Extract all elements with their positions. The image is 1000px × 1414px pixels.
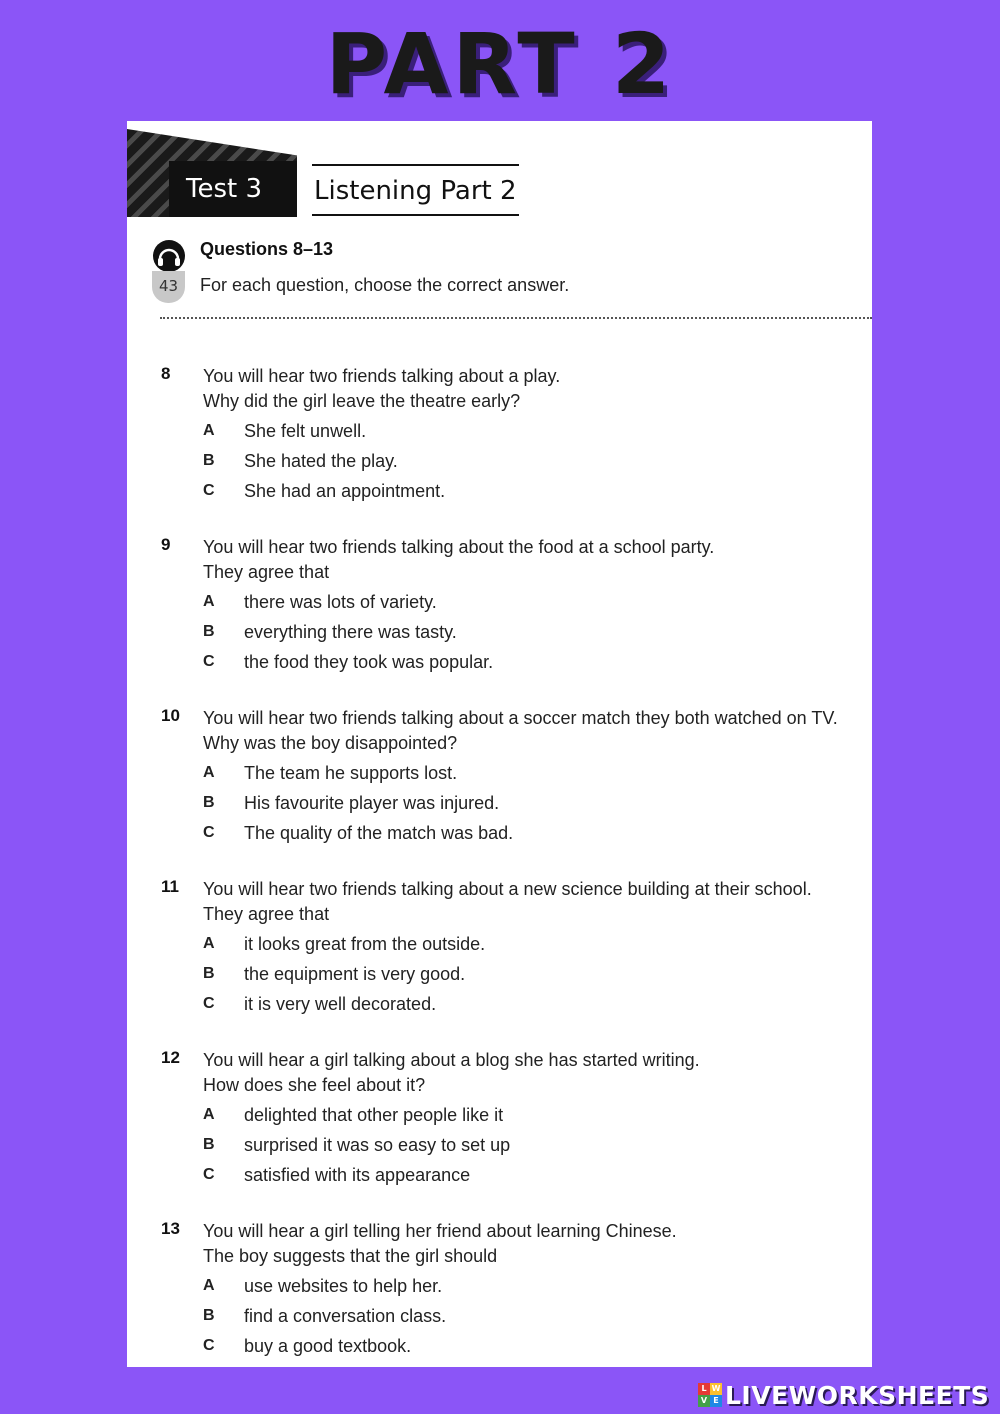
question-item (127, 1219, 872, 1367)
question-number: 10 (161, 706, 180, 725)
divider (160, 317, 872, 319)
question-stem (203, 877, 812, 927)
option-letter: A (203, 935, 215, 952)
logo-tile: V (698, 1395, 710, 1407)
question-item (127, 1048, 872, 1198)
question-stem (203, 535, 714, 585)
option-text: find a conversation class. (244, 1306, 447, 1326)
brand-name: LIVEWORKSHEETS (725, 1380, 990, 1410)
section-title: Listening Part 2 (312, 164, 519, 216)
option-letter: A (203, 1106, 215, 1123)
option-letter: B (203, 623, 215, 640)
option-text: surprised it was so easy to set up (244, 1135, 511, 1155)
question-item (127, 706, 872, 856)
option-letter: A (203, 764, 215, 781)
option-letter: C (203, 482, 215, 499)
option-text: it looks great from the outside. (244, 934, 486, 954)
question-number: 9 (161, 535, 171, 554)
option-text: The team he supports lost. (244, 763, 458, 783)
option-text: use websites to help her. (244, 1276, 443, 1296)
question-stem-line: Why did the girl leave the theatre early? (203, 391, 521, 411)
option-text: delighted that other people like it (244, 1105, 504, 1125)
question-stem (203, 1048, 700, 1098)
question-stem-line: They agree that (203, 904, 330, 924)
question-stem-line: You will hear two friends talking about a new science building at their school. (203, 879, 812, 899)
option-text: She hated the play. (244, 451, 398, 471)
option-text: She had an appointment. (244, 481, 446, 501)
instruction-text: For each question, choose the correct answer. (200, 275, 570, 295)
option-text: satisfied with its appearance (244, 1165, 471, 1185)
option-letter: C (203, 995, 215, 1012)
option-text: everything there was tasty. (244, 622, 457, 642)
option-text: the equipment is very good. (244, 964, 466, 984)
logo-tile: W (711, 1384, 721, 1393)
question-stem-line: You will hear a girl telling her friend about learning Chinese. (203, 1221, 677, 1241)
logo-tile: L (698, 1383, 710, 1395)
option-letter: C (203, 1166, 215, 1183)
question-stem-line: Why was the boy disappointed? (203, 733, 458, 753)
liveworksheets-logo-icon (698, 1383, 722, 1407)
question-stem (203, 364, 560, 414)
option-text: the food they took was popular. (244, 652, 494, 672)
question-stem-line: You will hear two friends talking about the food at a school party. (203, 537, 715, 557)
option-text: it is very well decorated. (244, 994, 437, 1014)
option-letter: B (203, 452, 215, 469)
option-letter: C (203, 1337, 215, 1354)
option-letter: C (203, 824, 215, 841)
liveworksheets-brand (698, 1378, 989, 1412)
option-letter: B (203, 965, 215, 982)
question-number: 11 (161, 877, 179, 896)
question-stem (203, 706, 838, 756)
question-stem-line: You will hear a girl talking about a blog she has started writing. (203, 1050, 700, 1070)
question-number: 12 (161, 1048, 180, 1067)
page-title: PART 2 (325, 15, 675, 113)
test-label: Test 3 (169, 161, 297, 217)
option-letter: B (203, 794, 215, 811)
question-item (127, 877, 872, 1027)
option-text: there was lots of variety. (244, 592, 437, 612)
option-letter: A (203, 1277, 215, 1294)
question-item (127, 535, 872, 685)
audio-track-number: 43 (152, 271, 185, 303)
question-stem-line: The boy suggests that the girl should (203, 1246, 498, 1266)
option-letter: A (203, 422, 215, 439)
worksheet (127, 121, 872, 1367)
option-text: buy a good textbook. (244, 1336, 412, 1356)
option-text: She felt unwell. (244, 421, 367, 441)
question-stem-line: How does she feel about it? (203, 1075, 426, 1095)
question-stem-line: You will hear two friends talking about a soccer match they both watched on TV. (203, 708, 838, 728)
questions-heading: Questions 8–13 (200, 239, 334, 259)
option-text: His favourite player was injured. (244, 793, 500, 813)
logo-tile: E (710, 1395, 722, 1407)
question-stem-line: They agree that (203, 562, 330, 582)
question-number: 13 (161, 1219, 180, 1238)
question-item (127, 364, 872, 514)
option-letter: B (203, 1307, 215, 1324)
question-number: 8 (161, 364, 171, 383)
option-text: The quality of the match was bad. (244, 823, 514, 843)
option-letter: B (203, 1136, 215, 1153)
question-stem (203, 1219, 677, 1269)
option-letter: C (203, 653, 215, 670)
question-stem-line: You will hear two friends talking about a play. (203, 366, 561, 386)
option-letter: A (203, 593, 215, 610)
